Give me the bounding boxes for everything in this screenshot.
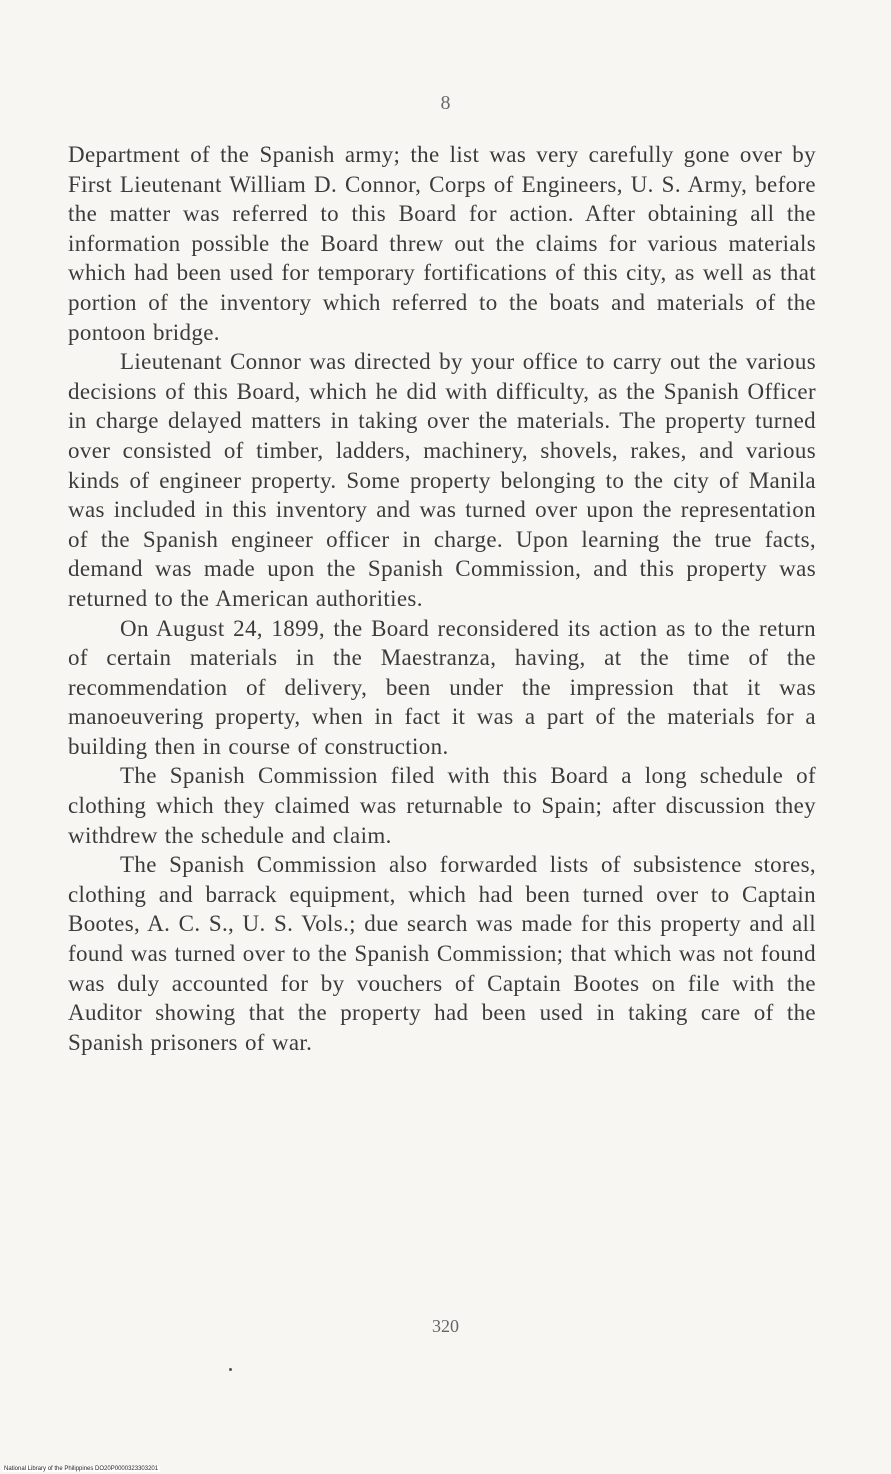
scan-speck [229, 1368, 232, 1371]
body-text [68, 140, 816, 1057]
footer-page-number: 320 [432, 1316, 459, 1336]
paragraph-3: On August 24, 1899, the Board reconsidered its action as to the return of certain materials in the Maestranza, having, at the time of the recommendation of delivery, been under the impression that it was manoeuvering property, when in fact it was a part of the materials for a building then in course of construction. [68, 615, 816, 759]
paragraph-1: Department of the Spanish army; the list was very carefully gone over by First Lieutenant William D. Connor, Corps of Engineers, U. S. Army, before the matter was referred to this Board for action. After obtaining all the information possible the Board threw out the claims for various materials which had been used for temporary fortifications of this city, as well as that portion of the inventory which referred to the boats and materials of the pontoon bridge. [68, 142, 816, 345]
paragraph-5: The Spanish Commission also forwarded lists of subsistence stores, clothing and barrack equipment, which had been turned over to Captain Bootes, A. C. S., U. S. Vols.; due search was made for this property and all found was turned over to the Spanish Commission; that which was not found was duly accounted for by vouchers of Captain Bootes on file with the Auditor showing that the property had been used in taking care of the Spanish prisoners of war. [68, 852, 816, 1055]
paragraph-4: The Spanish Commission filed with this Board a long schedule of clothing which they claimed was returnable to Spain; after discussion they withdrew the schedule and claim. [68, 763, 816, 848]
paragraph-2: Lieutenant Connor was directed by your office to carry out the various decisions of this Board, which he did with difficulty, as the Spanish Officer in charge delayed matters in taking over the materials. The property turned over consisted of timber, ladders, machinery, shovels, rakes, and various kinds of engineer property. Some property belonging to the city of Manila was included in this inventory and was turned over upon the representation of the Spanish engineer officer in charge. Upon learning the true facts, demand was made upon the Spanish Commission, and this property was returned to the American authorities. [68, 349, 816, 611]
page-number: 8 [440, 92, 451, 114]
library-credit: National Library of the Philippines DO20P0000323303201 [4, 1466, 159, 1472]
